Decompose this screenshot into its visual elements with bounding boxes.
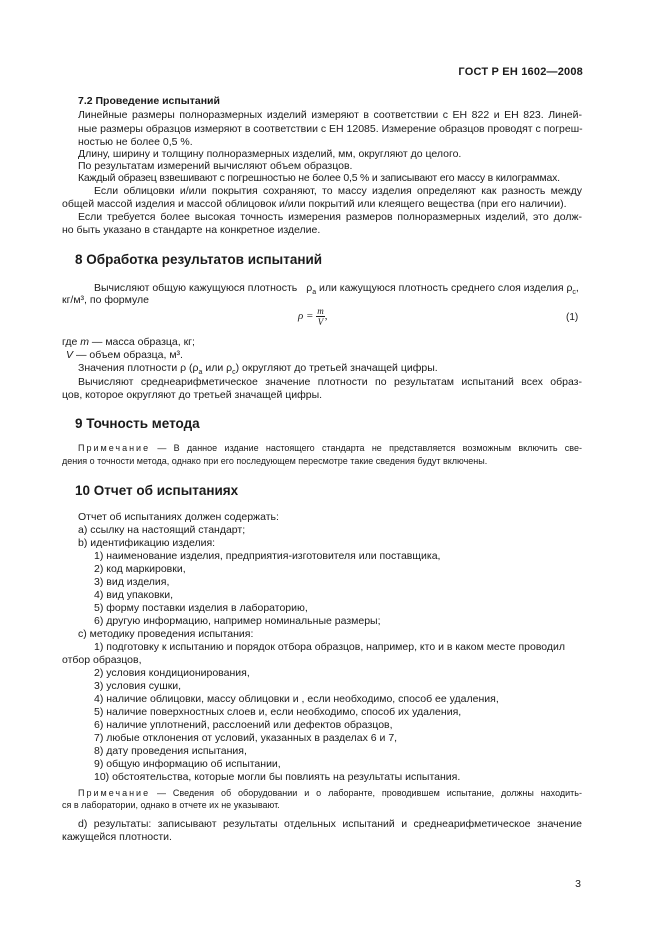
list-item: 1) наименование изделия, предприятия-изготовителя или поставщика, [94,550,441,562]
text-fragment: — объем образца, м³. [75,349,183,361]
text-fragment: где [62,336,78,348]
note-label: Примечание [78,788,151,798]
list-item: a) ссылку на настоящий стандарт; [78,524,246,536]
list-item: 6) другую информацию, например номинальные размеры; [94,615,381,627]
where-m-line [62,336,195,348]
paragraph-line: цов, которое округляют до третьей значащей цифры. [62,389,323,401]
paragraph-line: кажущейся плотности. [62,831,172,843]
text-fragment: Вычисляют общую кажущуюся плотность [94,282,298,294]
text-fragment: — масса образца, кг; [91,336,195,348]
formula-numerator: m [317,306,324,316]
text-fragment: или кажущуюся плотность среднего слоя изделия [319,282,564,294]
formula-tail: , [324,310,328,323]
list-item: c) методику проведения испытания: [78,628,254,640]
note-line: дения о точности метода, однако при его последующем пересмотре такие сведения будут включены. [62,456,488,466]
list-item: 4) вид упаковки, [94,589,174,601]
paragraph-line [94,282,579,299]
paragraph-line: Вычисляют среднеарифметическое значение плотности по результатам испытаний всех образ- [78,376,582,388]
paragraph-line: Если требуется более высокая точность измерения размеров полноразмерных изделий, это долж- [78,211,582,223]
formula-1 [298,306,327,327]
formula-lhs: ρ = [298,310,314,323]
text-fragment: , [575,282,579,294]
paragraph-line: d) результаты: записывают результаты отдельных испытаний и среднеарифметическое значение [78,818,582,830]
paragraph-line: кг/м³, по формуле [62,294,149,306]
paragraph-line: ностью не более 0,5 %. [78,136,193,148]
paragraph-line: ные размеры образцов измеряют в соответствии с ЕН 12085. Измерение образцов проводят с погреш- [78,123,583,135]
paragraph-line: По результатам измерений вычисляют объем образцов. [78,160,353,172]
text-fragment: округляют до третьей значащей цифры. [242,362,438,374]
list-item: 2) код маркировки, [94,563,186,575]
note-line [78,443,582,454]
paragraph-line: Длину, ширину и толщину полноразмерных изделий, мм, округляют до целого. [78,148,462,160]
subscript: a [312,289,317,297]
subscript: c [232,369,236,377]
paragraph-line: Линейные размеры полноразмерных изделий измеряют в соответствии с ЕН 822 и ЕН 823. Линей- [78,109,582,121]
note-text: — В данное издание настоящего стандарта не представляется возможным включить све- [157,443,582,453]
note-line [78,788,582,799]
text-fragment: ρ (ρ [180,362,199,374]
symbol-m: m [80,336,89,348]
where-v-line [66,349,183,361]
list-item: 5) форму поставки изделия в лабораторию, [94,602,308,614]
section-10-title: 10 Отчет об испытаниях [75,483,239,498]
subscript: c [572,289,576,297]
list-intro: Отчет об испытаниях должен содержать: [78,511,279,523]
list-item: 9) общую информацию об испытании, [94,758,281,770]
list-item: 2) условия кондиционирования, [94,667,250,679]
page-number: 3 [575,878,581,890]
text-fragment: ) [235,362,240,374]
note-label: Примечание [78,443,151,453]
text-fragment: Значения плотности [78,362,178,374]
document-header: ГОСТ Р ЕН 1602—2008 [458,66,583,78]
paragraph-line: но быть указано в стандарте на конкретное изделие. [62,224,321,236]
formula-number: (1) [566,312,579,323]
list-item: 1) подготовку к испытанию и порядок отбора образцов, например, кто и в каком месте проводил [94,641,566,653]
subscript: a [198,369,203,377]
list-item: 6) наличие уплотнений, расслоений или дефектов образцов, [94,719,393,731]
symbol-v: V [66,349,74,361]
list-item: 5) наличие поверхностных слоев и, если необходимо, способ их удаления, [94,706,462,718]
list-item: 4) наличие облицовки, массу облицовки и , если необходимо, способ ее удаления, [94,693,499,705]
section-8-title: 8 Обработка результатов испытаний [75,252,323,267]
note-text: — Сведения об оборудовании и о лаборанте, проводившем испытание, должны находить- [157,788,582,798]
note-line: ся в лаборатории, однако в отчете их не указывают. [62,800,280,810]
section-9-title: 9 Точность метода [75,416,200,431]
formula-fraction [316,306,325,327]
section-7-2-title: 7.2 Проведение испытаний [78,95,220,107]
list-item: 7) любые отклонения от условий, указанных в разделах 6 и 7, [94,732,398,744]
paragraph-line: Каждый образец взвешивают с погрешностью не более 0,5 % и записывают его массу в килограммах. [78,172,560,184]
text-fragment: или ρ [205,362,233,374]
paragraph-line: общей массой изделия и массой облицовок и/или покрытий или клеящего вещества (при его наличии). [62,198,567,210]
list-item: отбор образцов, [62,654,142,666]
list-item: 3) условия сушки, [94,680,182,692]
list-item: 10) обстоятельства, которые могли бы повлиять на результаты испытания. [94,771,461,783]
list-item: b) идентификацию изделия: [78,537,216,549]
list-item: 8) дату проведения испытания, [94,745,247,757]
rho-symbol: ρ [306,282,313,294]
list-item: 3) вид изделия, [94,576,170,588]
paragraph-line: Если облицовки и/или покрытия сохраняют, то массу изделия определяют как разность между [94,185,582,197]
formula-denominator: V [317,317,324,327]
rho-symbol: ρ [566,282,573,294]
